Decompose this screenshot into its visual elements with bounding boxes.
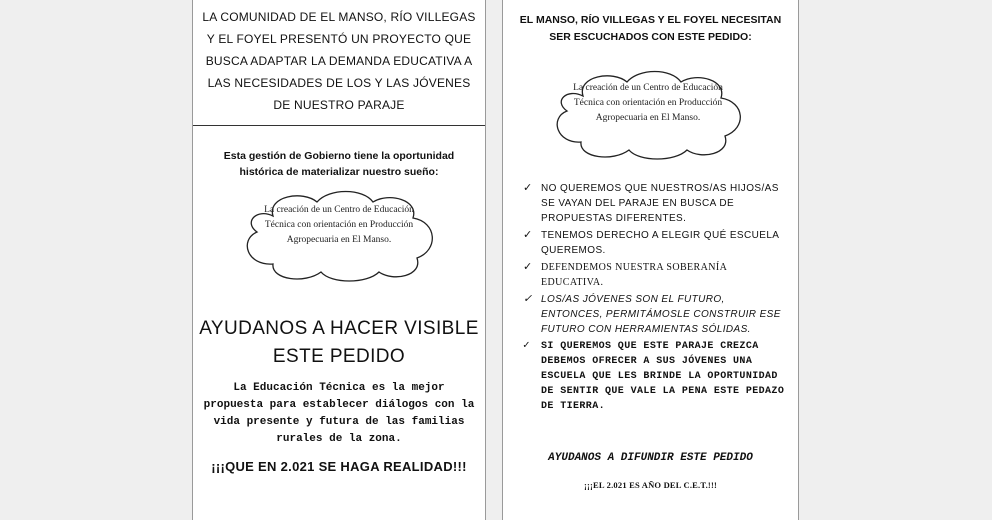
right-flyer-panel bbox=[502, 0, 799, 520]
list-item: ✓ LOS/AS JÓVENES SON EL FUTURO, ENTONCES, PERMITÁMOSLE CONSTRUIR ESE FUTURO CON HERRAMIENTAS SÓLIDAS. bbox=[523, 293, 781, 335]
cet-year-slogan: ¡¡¡EL 2.021 ES AÑO DEL C.E.T.!!! bbox=[583, 480, 718, 490]
section-divider bbox=[193, 125, 485, 126]
list-item: ✓ TENEMOS DERECHO A ELEGIR QUÉ ESCUELA QUEREMOS. bbox=[523, 229, 779, 256]
demands-list bbox=[523, 181, 788, 416]
cloud-callout-text: La creación de un Centro de Educación Técnica con orientación en Producción Agropecuaria en El Manso. bbox=[264, 205, 414, 245]
list-item: ✓ DEFENDEMOS NUESTRA SOBERANÍA EDUCATIVA. bbox=[523, 261, 727, 288]
checkmark-icon: ✓ bbox=[523, 340, 531, 352]
project-intro-text: LA COMUNIDAD DE EL MANSO, RÍO VILLEGAS Y EL FOYEL PRESENTÓ UN PROYECTO QUE BUSCA ADAPTAR LA DEMANDA EDUCATIVA A LAS NECESIDADES DE LOS Y LAS JÓVENES DE NUESTRO PARAJE bbox=[202, 10, 476, 112]
right-title: EL MANSO, RÍO VILLEGAS Y EL FOYEL NECESITAN SER ESCUCHADOS CON ESTE PEDIDO: bbox=[519, 14, 782, 43]
list-item: ✓ SI QUEREMOS QUE ESTE PARAJE CREZCA DEBEMOS OFRECER A SUS JÓVENES UNA ESCUELA QUE LES BRINDE LA OPORTUNIDAD DE SENTIR QUE VALE LA PENA ESTE PEDAZO DE TIERRA. bbox=[523, 340, 785, 412]
government-opportunity-text: Esta gestión de Gobierno tiene la oportunidad histórica de materializar nuestro sueño: bbox=[223, 150, 455, 178]
cloud-callout bbox=[233, 186, 443, 284]
spread-request-text: AYUDANOS A DIFUNDIR ESTE PEDIDO bbox=[548, 452, 753, 464]
left-flyer-panel bbox=[192, 0, 486, 520]
checkmark-icon: ✓ bbox=[523, 293, 533, 305]
realidad-slogan: ¡¡¡QUE EN 2.021 SE HAGA REALIDAD!!! bbox=[211, 459, 467, 474]
headline: AYUDANOS A HACER VISIBLE ESTE PEDIDO bbox=[199, 318, 479, 367]
cloud-callout-text: La creación de un Centro de Educación Técnica con orientación en Producción Agropecuaria en El Manso. bbox=[573, 83, 723, 123]
cloud-callout bbox=[543, 66, 749, 162]
checkmark-icon: ✓ bbox=[523, 229, 533, 241]
list-item: ✓ NO QUEREMOS QUE NUESTROS/AS HIJOS/AS SE VAYAN DEL PARAJE EN BUSCA DE PROPUESTAS DIFERENTES. bbox=[523, 182, 779, 224]
technical-education-text: La Educación Técnica es la mejor propuesta para establecer diálogos con la vida presente y futura de las familias rurales de la zona. bbox=[203, 382, 475, 445]
checkmark-icon: ✓ bbox=[523, 182, 533, 194]
checkmark-icon: ✓ bbox=[523, 261, 533, 273]
